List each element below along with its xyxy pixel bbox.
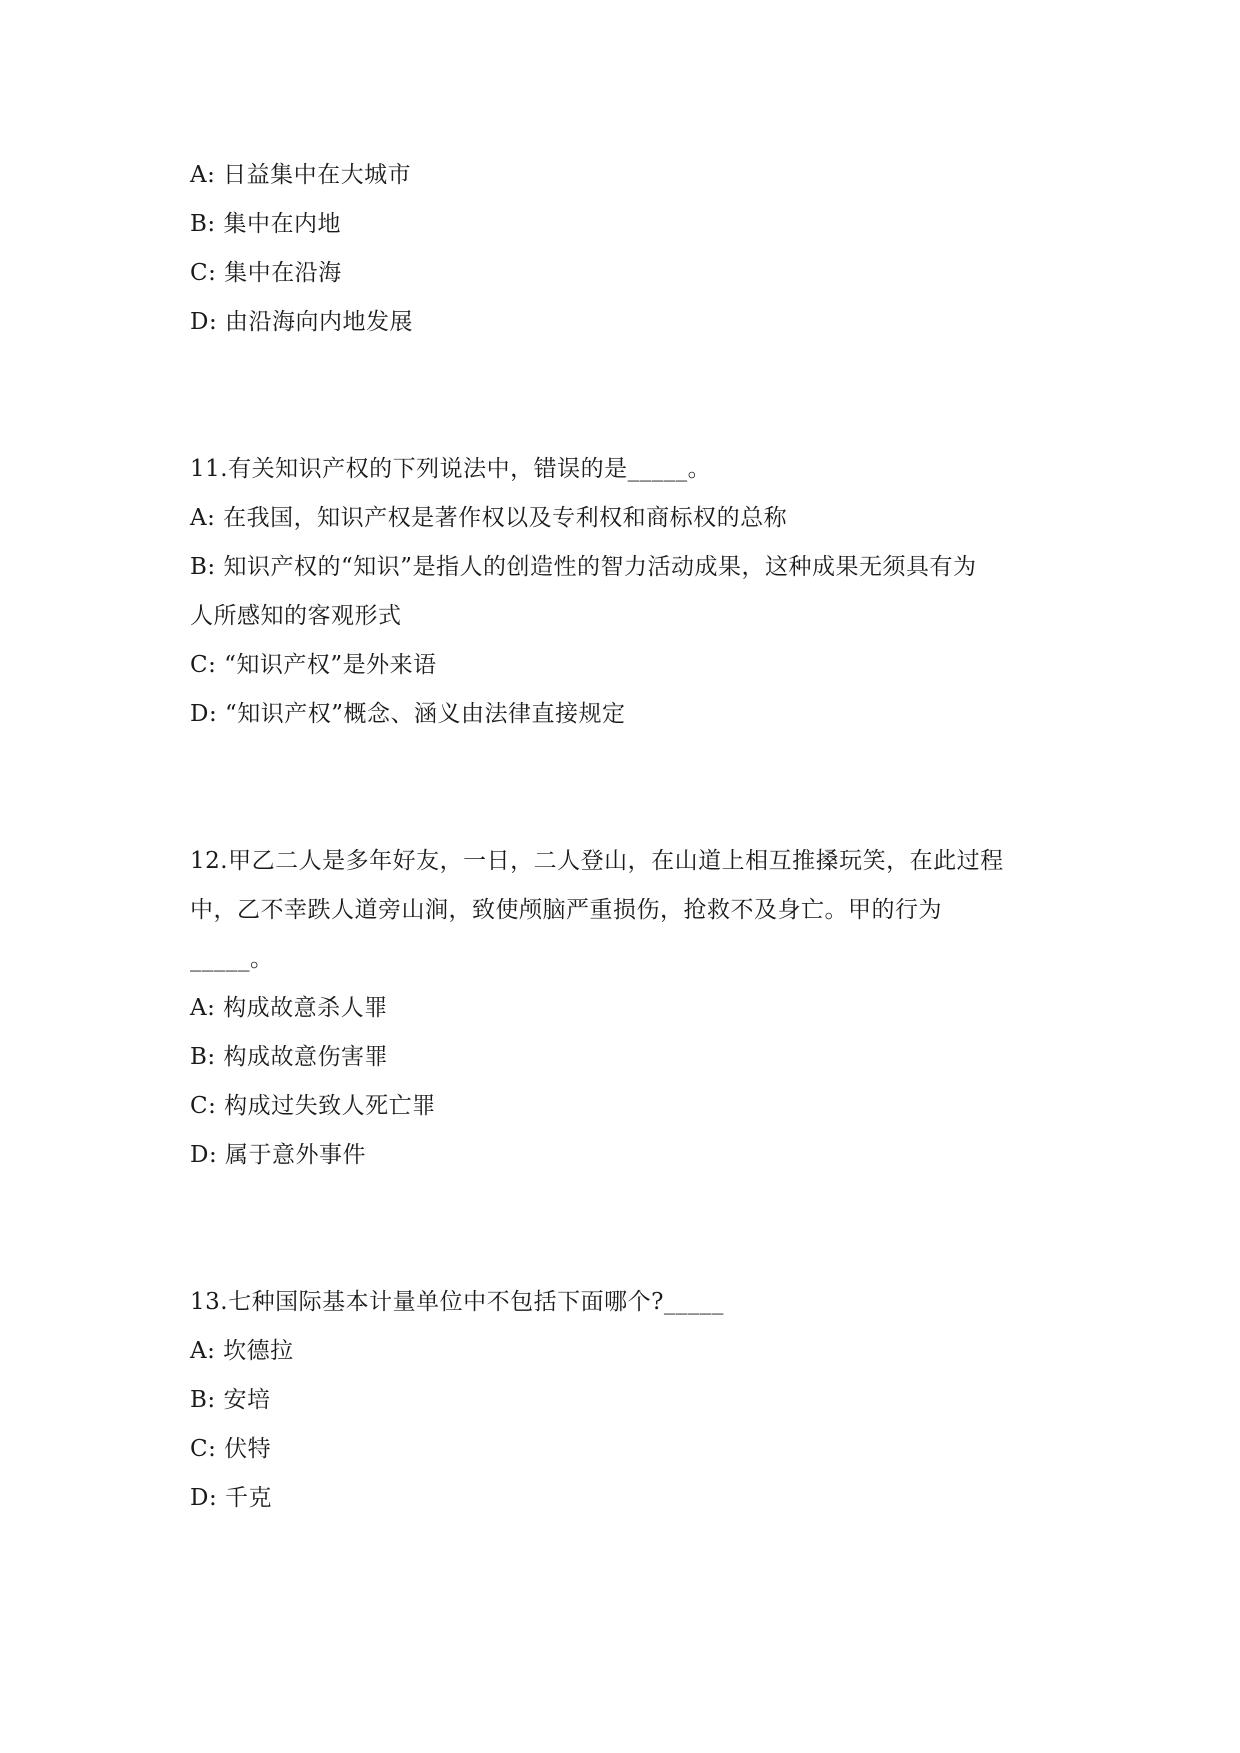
q13-option-a: A: 坎德拉 [190, 1338, 294, 1364]
q11-option-b-line1: B: 知识产权的“知识”是指人的创造性的智力活动成果，这种成果无须具有为 [190, 554, 977, 580]
prev-option-a: A: 日益集中在大城市 [190, 162, 412, 188]
q11-option-d: D: “知识产权”概念、涵义由法律直接规定 [190, 701, 626, 727]
q13-stem: 13.七种国际基本计量单位中不包括下面哪个?_____ [190, 1289, 724, 1315]
q12-stem-line2: 中，乙不幸跌人道旁山涧，致使颅脑严重损伤，抢救不及身亡。甲的行为 [190, 897, 942, 923]
prev-option-c: C: 集中在沿海 [190, 260, 342, 286]
q13-option-d: D: 千克 [190, 1485, 273, 1511]
q12-option-c: C: 构成过失致人死亡罪 [190, 1093, 436, 1119]
q11-stem: 11.有关知识产权的下列说法中，错误的是_____。 [190, 456, 712, 482]
q11-option-b-line2: 人所感知的客观形式 [190, 603, 402, 629]
q12-option-b: B: 构成故意伤害罪 [190, 1044, 388, 1070]
prev-option-b: B: 集中在内地 [190, 211, 341, 237]
prev-option-d: D: 由沿海向内地发展 [190, 309, 414, 335]
q12-stem-line3: _____。 [190, 946, 274, 972]
q11-option-a: A: 在我国，知识产权是著作权以及专利权和商标权的总称 [190, 505, 788, 531]
q13-option-c: C: 伏特 [190, 1436, 272, 1462]
q13-option-b: B: 安培 [190, 1387, 271, 1413]
q11-option-c: C: “知识产权”是外来语 [190, 652, 437, 678]
q12-option-d: D: 属于意外事件 [190, 1142, 367, 1168]
q12-stem-line1: 12.甲乙二人是多年好友，一日，二人登山，在山道上相互推搡玩笑，在此过程 [190, 848, 1004, 874]
q12-option-a: A: 构成故意杀人罪 [190, 995, 388, 1021]
